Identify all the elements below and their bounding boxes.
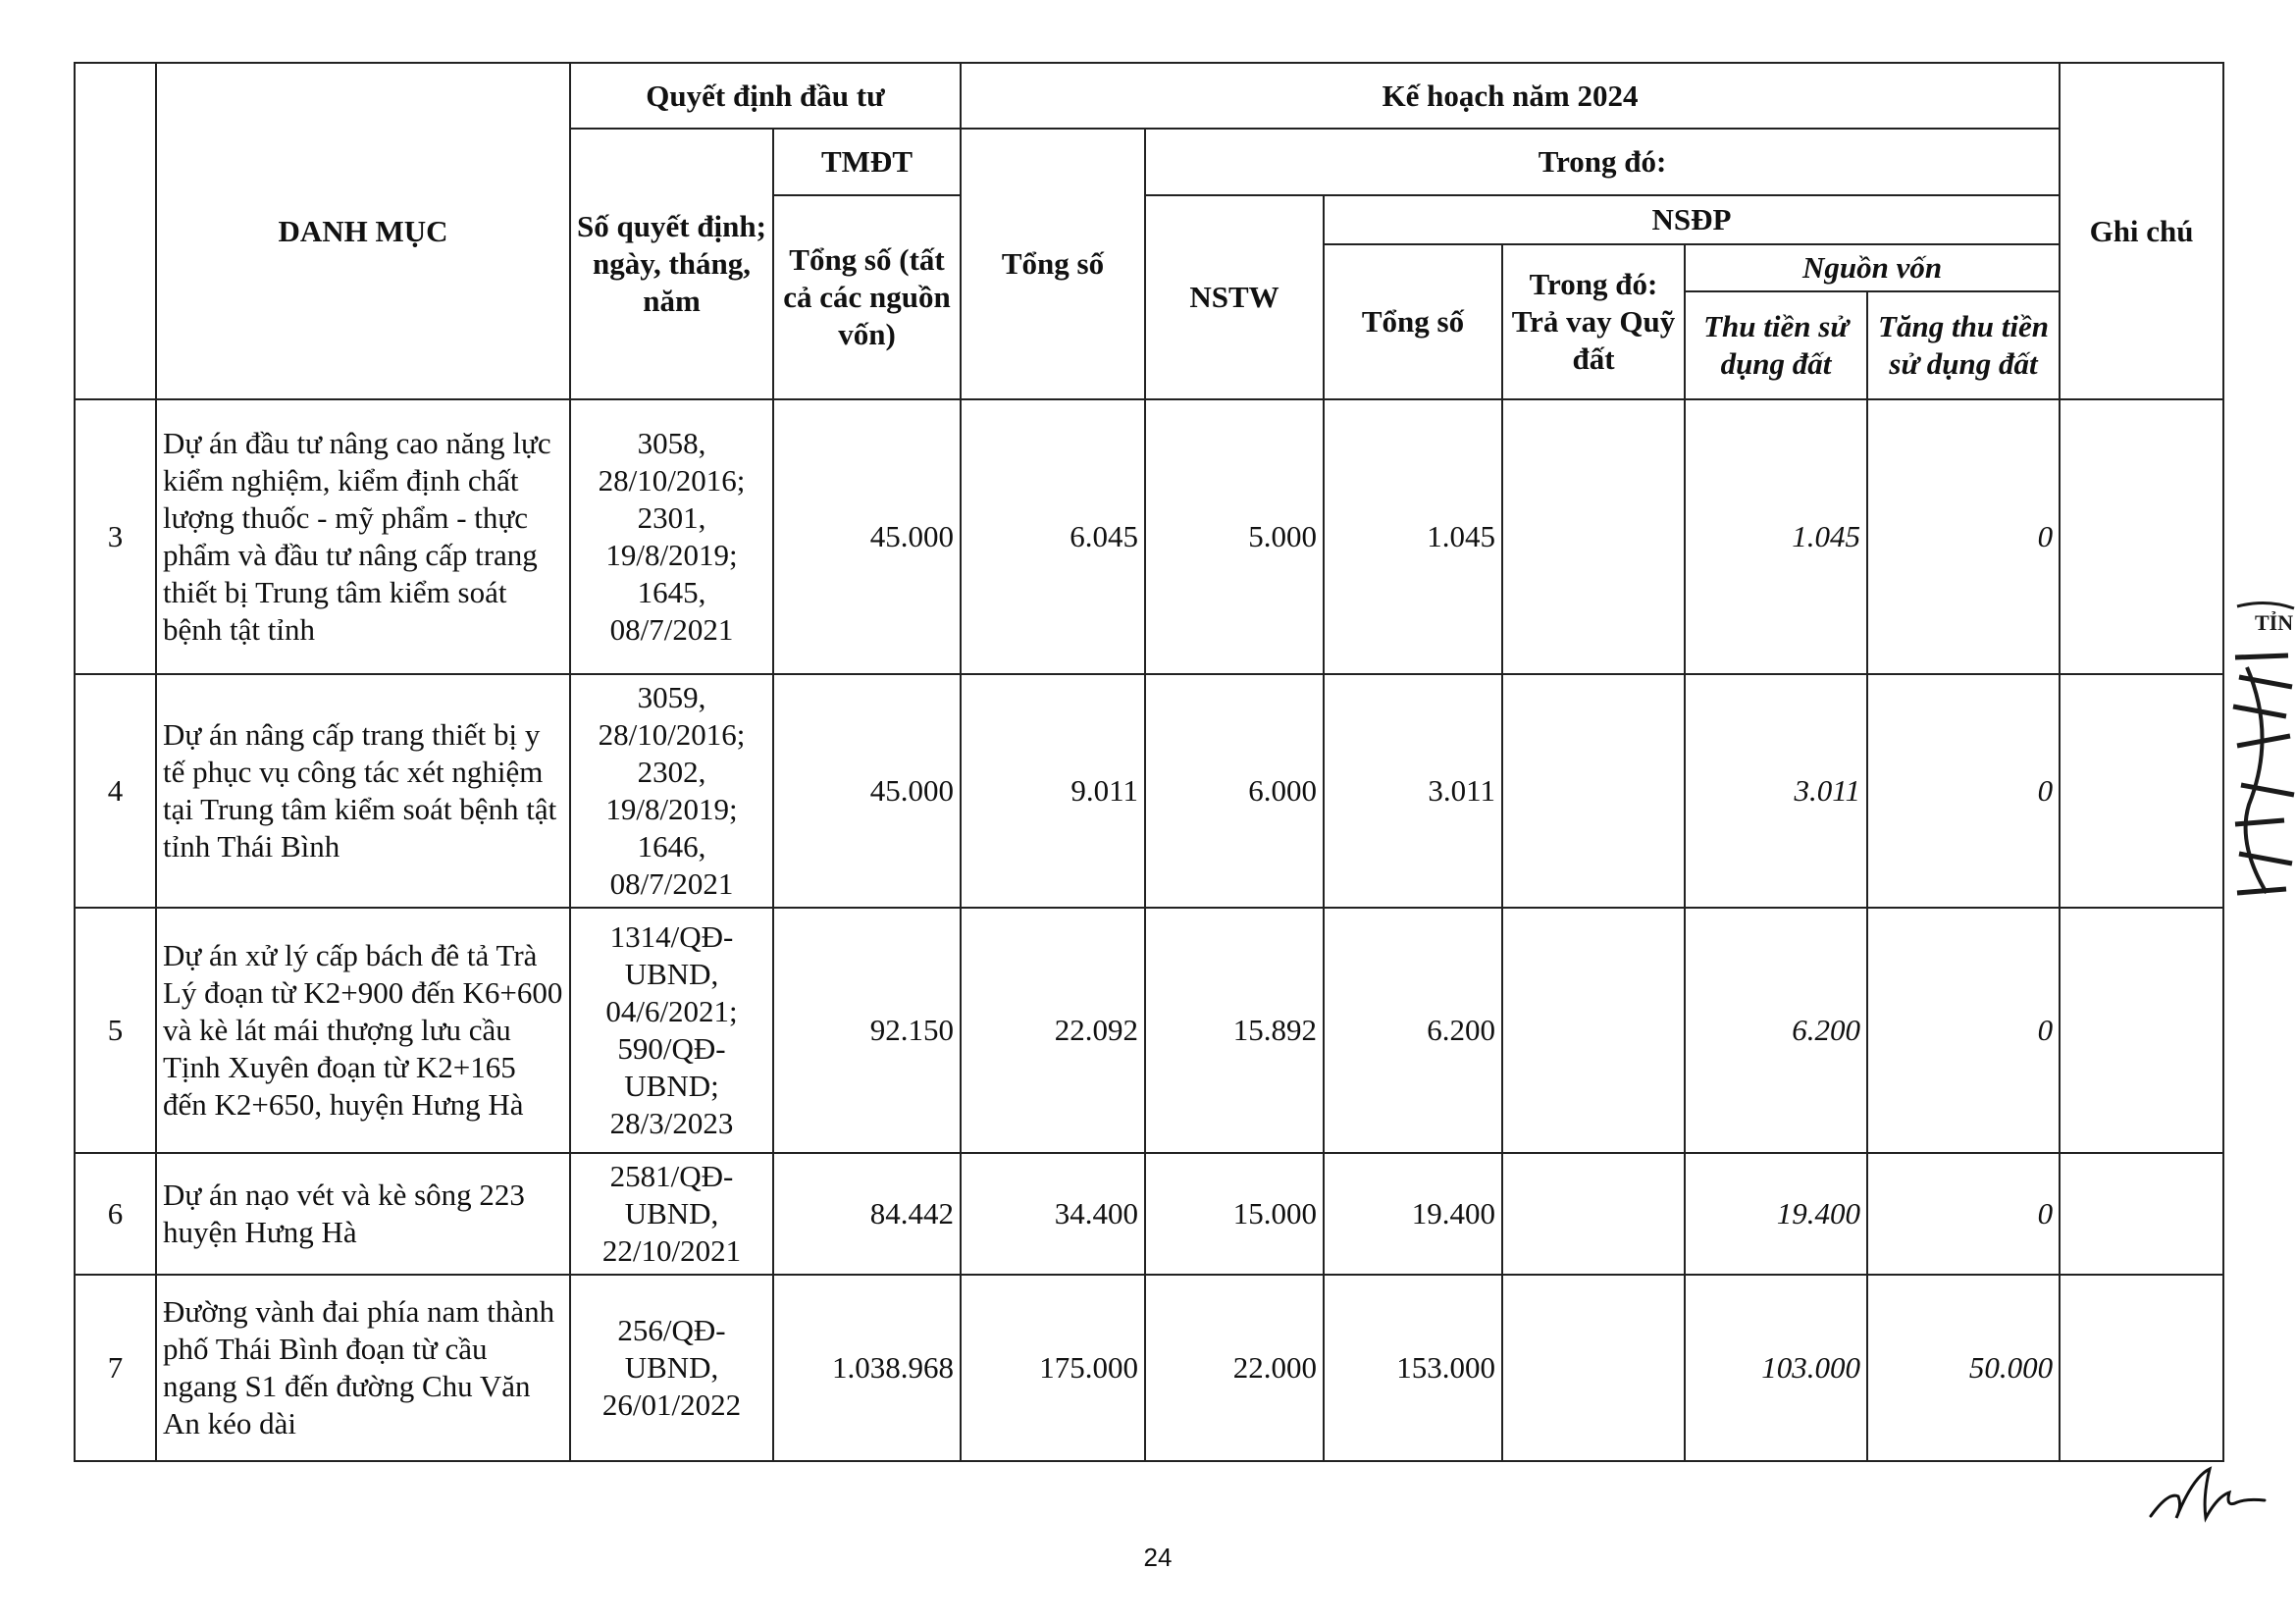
header-nsdp-tong-so: Tổng số bbox=[1324, 244, 1502, 399]
header-tmdt-tong-so: Tổng số (tất cả các nguồn vốn) bbox=[773, 195, 961, 399]
row-note bbox=[2060, 674, 2223, 908]
row-stt: 5 bbox=[75, 908, 156, 1153]
red-seal-stamp-partial bbox=[2227, 599, 2296, 913]
row-nstw: 5.000 bbox=[1145, 399, 1324, 674]
row-tang-thu: 0 bbox=[1867, 399, 2060, 674]
row-note bbox=[2060, 1275, 2223, 1461]
row-thu-tien: 3.011 bbox=[1685, 674, 1867, 908]
row-nsdp-total: 1.045 bbox=[1324, 399, 1502, 674]
investment-plan-table bbox=[74, 62, 2224, 1462]
table-row bbox=[75, 674, 2223, 908]
header-stt bbox=[75, 63, 156, 399]
row-nsdp-total: 153.000 bbox=[1324, 1275, 1502, 1461]
header-tmdt: TMĐT bbox=[773, 129, 961, 195]
row-name: Dự án nâng cấp trang thiết bị y tế phục vụ công tác xét nghiệm tại Trung tâm kiểm soát bệnh tật tỉnh Thái Bình bbox=[156, 674, 570, 908]
row-total: 22.092 bbox=[961, 908, 1145, 1153]
row-thu-tien: 1.045 bbox=[1685, 399, 1867, 674]
table-row bbox=[75, 908, 2223, 1153]
table-row bbox=[75, 1275, 2223, 1461]
row-name: Dự án đầu tư nâng cao năng lực kiểm nghiệm, kiểm định chất lượng thuốc - mỹ phẩm - thực phẩm và đầu tư nâng cấp trang thiết bị Trung tâm kiểm soát bệnh tật tỉnh bbox=[156, 399, 570, 674]
row-nstw: 15.000 bbox=[1145, 1153, 1324, 1275]
row-nstw: 6.000 bbox=[1145, 674, 1324, 908]
row-thu-tien: 19.400 bbox=[1685, 1153, 1867, 1275]
row-tmdt: 1.038.968 bbox=[773, 1275, 961, 1461]
row-note bbox=[2060, 1153, 2223, 1275]
row-thu-tien: 103.000 bbox=[1685, 1275, 1867, 1461]
row-decision: 3058, 28/10/2016; 2301, 19/8/2019; 1645, 08/7/2021 bbox=[570, 399, 773, 674]
row-total: 6.045 bbox=[961, 399, 1145, 674]
row-nsdp-total: 19.400 bbox=[1324, 1153, 1502, 1275]
row-tang-thu: 50.000 bbox=[1867, 1275, 2060, 1461]
header-nstw: NSTW bbox=[1145, 195, 1324, 399]
header-so-quyet-dinh: Số quyết định; ngày, tháng, năm bbox=[570, 129, 773, 399]
row-nstw: 22.000 bbox=[1145, 1275, 1324, 1461]
stamp-text: TỈN bbox=[2255, 610, 2294, 635]
row-name: Dự án xử lý cấp bách đê tả Trà Lý đoạn từ K2+900 đến K6+600 và kè lát mái thượng lưu cầu Tịnh Xuyên đoạn từ K2+165 đến K2+650, huyện Hưng Hà bbox=[156, 908, 570, 1153]
row-total: 175.000 bbox=[961, 1275, 1145, 1461]
row-total: 34.400 bbox=[961, 1153, 1145, 1275]
header-ghi-chu: Ghi chú bbox=[2060, 63, 2223, 399]
row-note bbox=[2060, 908, 2223, 1153]
header-nguon-von: Nguồn vốn bbox=[1685, 244, 2060, 291]
table-header bbox=[75, 63, 2223, 399]
table-row bbox=[75, 399, 2223, 674]
header-tang-thu: Tăng thu tiền sử dụng đất bbox=[1867, 291, 2060, 399]
row-nsdp-total: 6.200 bbox=[1324, 908, 1502, 1153]
row-tra-vay bbox=[1502, 908, 1685, 1153]
header-quyet-dinh: Quyết định đầu tư bbox=[570, 63, 961, 129]
row-decision: 2581/QĐ-UBND, 22/10/2021 bbox=[570, 1153, 773, 1275]
row-tra-vay bbox=[1502, 399, 1685, 674]
row-stt: 6 bbox=[75, 1153, 156, 1275]
row-tra-vay bbox=[1502, 674, 1685, 908]
table-body bbox=[75, 399, 2223, 1461]
row-tra-vay bbox=[1502, 1153, 1685, 1275]
header-tong-so: Tổng số bbox=[961, 129, 1145, 399]
row-stt: 4 bbox=[75, 674, 156, 908]
row-decision: 3059, 28/10/2016; 2302, 19/8/2019; 1646, 08/7/2021 bbox=[570, 674, 773, 908]
row-tmdt: 84.442 bbox=[773, 1153, 961, 1275]
row-tmdt: 92.150 bbox=[773, 908, 961, 1153]
header-danh-muc: DANH MỤC bbox=[156, 63, 570, 399]
row-decision: 256/QĐ-UBND, 26/01/2022 bbox=[570, 1275, 773, 1461]
header-ke-hoach: Kế hoạch năm 2024 bbox=[961, 63, 2060, 129]
header-thu-tien: Thu tiền sử dụng đất bbox=[1685, 291, 1867, 399]
row-tang-thu: 0 bbox=[1867, 674, 2060, 908]
row-note bbox=[2060, 399, 2223, 674]
row-total: 9.011 bbox=[961, 674, 1145, 908]
row-stt: 7 bbox=[75, 1275, 156, 1461]
row-tang-thu: 0 bbox=[1867, 908, 2060, 1153]
table-row bbox=[75, 1153, 2223, 1275]
row-decision: 1314/QĐ-UBND, 04/6/2021; 590/QĐ-UBND; 28/3/2023 bbox=[570, 908, 773, 1153]
row-thu-tien: 6.200 bbox=[1685, 908, 1867, 1153]
row-tang-thu: 0 bbox=[1867, 1153, 2060, 1275]
row-name: Dự án nạo vét và kè sông 223 huyện Hưng Hà bbox=[156, 1153, 570, 1275]
page-number: 24 bbox=[1143, 1543, 1173, 1572]
row-tmdt: 45.000 bbox=[773, 399, 961, 674]
row-name: Đường vành đai phía nam thành phố Thái Bình đoạn từ cầu ngang S1 đến đường Chu Văn An kéo dài bbox=[156, 1275, 570, 1461]
row-tra-vay bbox=[1502, 1275, 1685, 1461]
header-tra-vay: Trong đó: Trả vay Quỹ đất bbox=[1502, 244, 1685, 399]
row-nsdp-total: 3.011 bbox=[1324, 674, 1502, 908]
row-stt: 3 bbox=[75, 399, 156, 674]
header-nsdp: NSĐP bbox=[1324, 195, 2060, 244]
row-nstw: 15.892 bbox=[1145, 908, 1324, 1153]
signature-initials bbox=[2149, 1457, 2267, 1536]
row-tmdt: 45.000 bbox=[773, 674, 961, 908]
header-trong-do: Trong đó: bbox=[1145, 129, 2060, 195]
